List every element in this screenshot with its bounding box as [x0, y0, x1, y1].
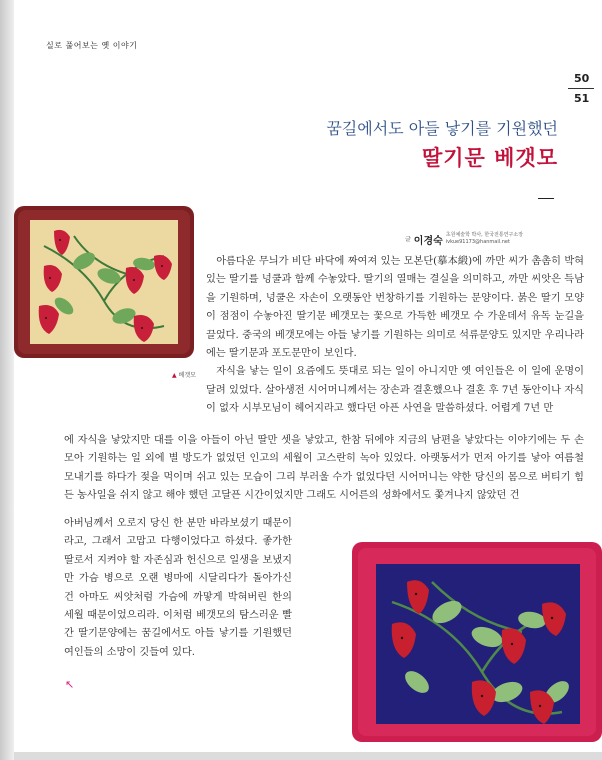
author-byline: [405, 232, 523, 247]
author-email: ivkue91173@hanmail.net: [445, 239, 510, 245]
caption-marker-icon: ▲: [172, 372, 177, 379]
author-info: [446, 232, 523, 246]
byline-mark: 글: [405, 236, 411, 243]
author-affiliation: 초원예술학 박사, 한국전통연구소장: [445, 232, 524, 238]
title-divider: [538, 198, 554, 199]
page-number-divider: [568, 88, 594, 89]
page-number-right: 51: [574, 92, 590, 105]
article-title-line2: 딸기문 베갯모: [421, 145, 558, 170]
article-title-line1: 꿈길에서도 아들 낳기를 기원했던: [326, 119, 558, 138]
page-number-left: 50: [574, 72, 590, 85]
article-body-middle: [64, 432, 584, 506]
article-end-mark: ↖: [65, 678, 75, 691]
body-paragraph-2-cont: 에 자식을 낳았지만 대를 이을 아들이 아닌 딸만 셋을 낳았고, 한참 뒤에야 지금의 남편을 낳았다는 이야기에는 두 손 모아 기원하는 일 외에 별 방도가 없었던 인고의 세월이 고스란히 녹아 있었다. 아랫동서가 먼저 아기를 낳아 여름철 모내기를 하다가 젖을 먹이며 쉬고 있는 모습이 그리 부러울 수가 없었다던 시어머니는 약한 당신의 몸으로 버티기 힘든 농사일을 쉬지 않고 해야 했던 고달픈 시간이었지만 그래도 시어른의 성화에서도 쫓겨나지 않았던 건: [64, 435, 584, 502]
body-paragraph-2: 자식을 낳는 일이 요즘에도 뜻대로 되는 일이 아니지만 옛 여인들은 이 일에 운명이 달려 있었다. 살아생전 시어머니께서는 장손과 결혼했으나 결혼 후 7년 동안이나 자식이 없자 시부모님이 헤어지라고 했다던 아픈 사연을 말씀하셨다. 어렵게 7년 만: [206, 366, 584, 415]
image-caption: [172, 370, 196, 379]
strawberry-pillow-end-cream-photo: [14, 206, 194, 358]
article-body-top: [206, 253, 584, 419]
caption-text: 베갯모: [178, 372, 196, 379]
strawberry-pillow-end-navy-photo: [352, 542, 602, 742]
article-body-bottom: [64, 515, 292, 662]
section-label: 실로 풀어보는 옛 이야기: [46, 41, 138, 50]
body-paragraph-2-end: 아버님께서 오로지 당신 한 분만 바라보셨기 때문이라고, 그래서 고맙고 다행이었다고 하셨다. 좋가한 딸로서 지켜야 할 자존심과 헌신으로 일생을 보냈지만 가슴 병으로 오랜 병마에 시달리다가 돌아가신 건 아마도 씨앗처럼 가슴에 까맣게 박혀버린 한의 세월 때문이었으리라. 이처럼 베갯모의 탐스러운 빨간 딸기문양에는 꿈길에서도 아들 낳기를 기원했던 여인들의 소망이 깃들여 있다.: [64, 518, 292, 658]
author-name: 이경숙: [413, 236, 443, 247]
body-paragraph-1: 아름다운 무늬가 비단 바닥에 짜여져 있는 모본단(摹本緞)에 까만 씨가 촘촘히 박혀있는 딸기를 넝쿨과 함께 수놓았다. 딸기의 열매는 결실을 의미하고, 까만 씨앗은 득남을 기원하며, 넝쿨은 자손이 오랫동안 번창하기를 기원하는 문양이다. 붉은 딸기 모양이 점점이 수놓아진 딸기문 베갯모는 꽃으로 가득한 베갯모 수 가운데서 유독 눈길을 끌었다. 중국의 베갯모에는 아들 낳기를 기원하는 의미로 석류문양도 있지만 우리나라에는 딸기문과 포도문만이 보인다.: [206, 256, 584, 360]
page-gutter-shadow: [0, 0, 14, 760]
